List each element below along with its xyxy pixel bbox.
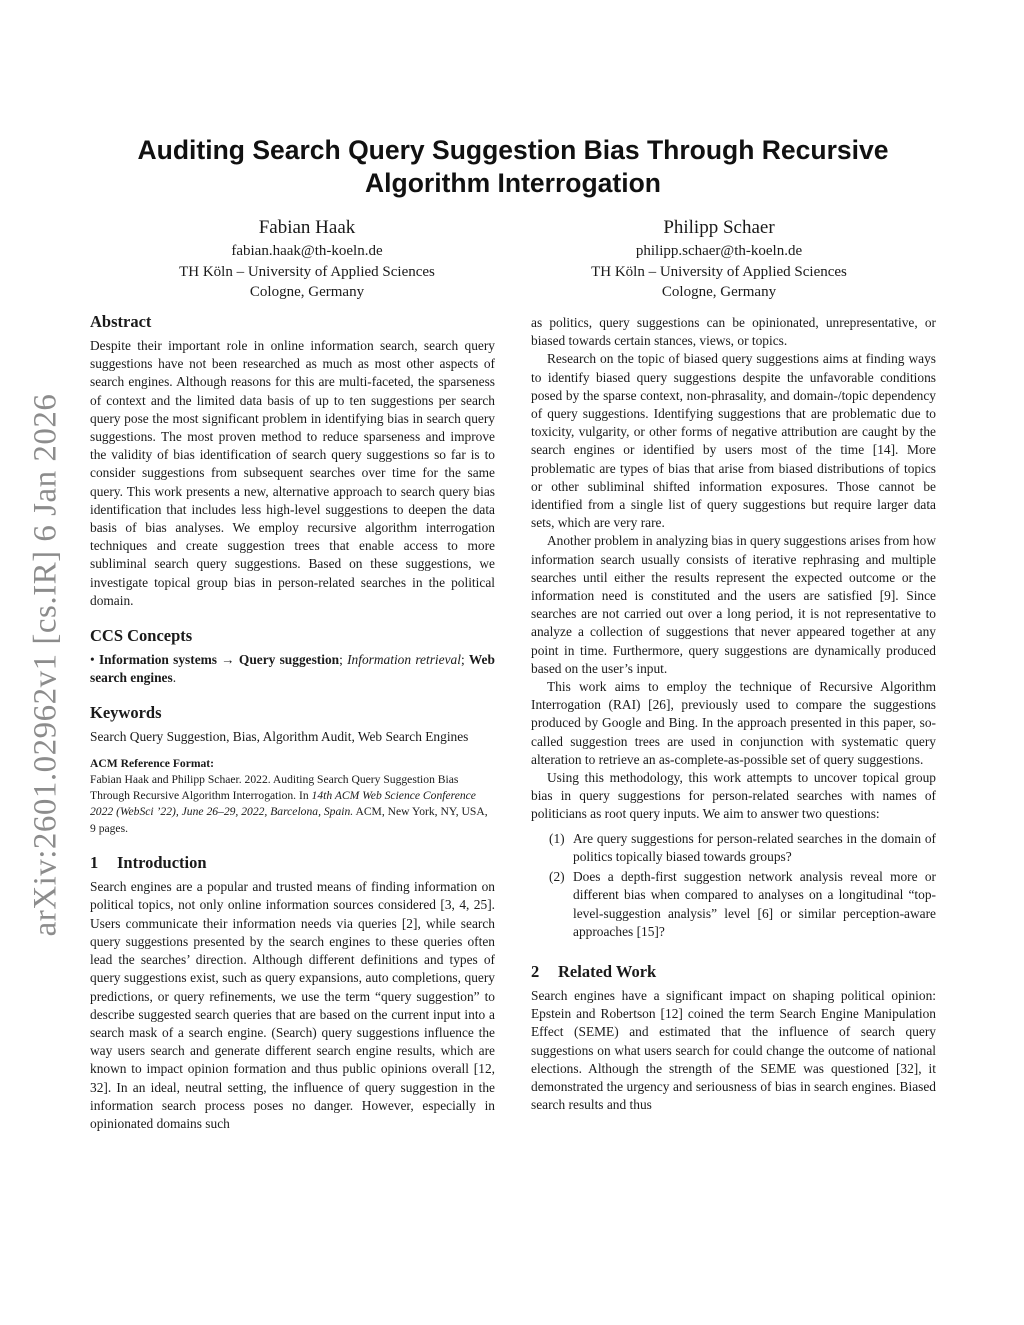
section-title: Related Work <box>558 961 657 981</box>
ccs-arrow: → <box>217 652 239 668</box>
paper-title <box>90 134 936 200</box>
ccs-separator: ; <box>339 652 348 668</box>
title-line-1: Auditing Search Query Suggestion Bias Through Recursive <box>137 135 889 165</box>
question-text: Are query suggestions for person-related searches in the domain of politics topically biased towards groups? <box>573 830 936 864</box>
question-text: Does a depth-first suggestion network analysis reveal more or different bias when compared to analyses on a longitudinal “top-level-suggestion analysis” level [6] or similar perception-aware approaches [15]? <box>573 869 936 939</box>
section-number: 2 <box>531 961 540 981</box>
acm-reference-part: Fabian Haak and Philipp Schaer. 2022. Auditing Search Query Suggestion Bias Through Recursive Algorithm Interrogation. In <box>90 772 459 803</box>
intro-paragraph-1: Search engines are a popular and trusted means of finding information on political topics, not only online information sources considered [3, 4, 25]. Users communicate their information needs via queries [2], while search query suggestions presented by the search engines to these queries often lead the searches’ direction. Although different definitions and types of query suggestions exist, such as query expansions, auto completions, query predictions, or query refinements, we use the term “query suggestion” to describe suggested search queries that are based on the current input into a search mask of a search engine. (Search) query suggestions influence the way users search and generate different search engine results, which are known to impact opinion formation and thus public opinions overall [12, 32]. In an ideal, neutral setting, the influence of query suggestion in the information search process poses no danger. However, especially in opinionated domains such <box>90 879 495 1131</box>
related-work-section <box>531 961 936 1114</box>
intro-paragraph-1-continued: as politics, query suggestions can be opinionated, unrepresentative, or biased towards certain stances, views, or topics. <box>531 315 936 349</box>
author-block-1 <box>97 215 517 303</box>
research-questions <box>531 830 936 941</box>
keywords-text: Search Query Suggestion, Bias, Algorithm Audit, Web Search Engines <box>90 729 469 745</box>
author-name: Fabian Haak <box>258 217 356 238</box>
acm-reference-heading: ACM Reference Format: <box>90 756 215 770</box>
left-column <box>90 311 495 1133</box>
ccs-heading: CCS Concepts <box>90 626 193 646</box>
abstract-text: Despite their important role in online information search, search query suggestions have not been researched as much as most other aspects of search engines. Although reasons for this are multi-faceted, the sparseness of context and the limited data basis of up to ten suggestions per search query pose the most significant problem in identifying bias in search query suggestions. The most proven method to reduce sparseness and improve the validity of bias identification of search query suggestions so far is to consider suggestions from subsequent searches over time for the same query. This work presents a new, alternative approach to search query bias identification that includes less high-level suggestions to deepen the data basis of bias analyses. We employ recursive algorithm interrogation techniques and create suggestion trees that enable access to more subliminal search query suggestions. Based on these suggestions, we investigate topical group bias in person-related searches in the political domain. <box>90 338 495 608</box>
question-number: (1) <box>549 830 565 846</box>
introduction-heading <box>90 852 495 874</box>
author-block-2 <box>509 215 929 303</box>
research-question <box>531 830 936 866</box>
author-email: philipp.schaer@th-koeln.de <box>635 243 803 259</box>
related-work-heading <box>531 961 936 983</box>
ccs-item <box>90 651 495 687</box>
acm-reference-venue: 14th ACM Web Science Conference 2022 (WebSci ’22), June 26–29, 2022, Barcelona, Spain. <box>90 789 476 819</box>
section-title: Introduction <box>117 853 207 873</box>
keywords-section <box>90 702 495 746</box>
section-number: 1 <box>90 853 99 873</box>
author-affiliation: TH Köln – University of Applied Sciences <box>591 263 847 280</box>
introduction-section <box>90 852 495 1133</box>
ccs-concept-query-suggestion: Query suggestion <box>238 652 340 668</box>
ccs-list <box>90 651 495 687</box>
right-column <box>531 314 936 1114</box>
intro-paragraph-5: Using this methodology, this work attempts to uncover topical group bias in query suggestions for person-related searches with names of politicians as root query inputs. We aim to answer two questions: <box>531 770 936 822</box>
abstract-heading: Abstract <box>90 312 152 331</box>
author-location: Cologne, Germany <box>249 284 365 300</box>
author-email: fabian.haak@th-koeln.de <box>231 243 383 259</box>
ccs-concept-web-search: Web search engines <box>90 652 495 686</box>
acm-reference-part: ACM, New York, NY, USA, 9 pages. <box>90 805 488 835</box>
arxiv-identifier: arXiv:2601.02962v1 [cs.IR] 6 Jan 2026 <box>27 393 64 937</box>
research-question <box>531 868 936 941</box>
question-number: (2) <box>549 869 565 885</box>
keywords-heading: Keywords <box>90 703 162 723</box>
acm-reference <box>90 756 495 838</box>
intro-paragraph-2: Research on the topic of biased query suggestions aims at finding ways to identify biased query suggestions despite the unfavorable conditions posed by the sparse context, non-phrasality, and domain-/topic dependency of query suggestions. Identifying suggestions that are problematic due to toxicity, vulgarity, or other forms of negative attribution are caught by the search engines or identified by users most of the time [14]. More problematic are types of bias that arise from biased distributions of topics or other subliminal shifted information exposures. Those cannot be identified from a single list of query suggestions but require larger data sets, which are very rare. <box>531 351 936 531</box>
author-affiliation: TH Köln – University of Applied Sciences <box>179 263 435 280</box>
ccs-separator: ; <box>460 652 469 668</box>
ccs-concept-info-systems: Information systems <box>98 652 218 668</box>
intro-paragraph-4: This work aims to employ the technique of Recursive Algorithm Interrogation (RAI) [26], previously used to compare the suggestions produced by Google and Bing. In the approach presented in this paper, so-called suggestion trees are used in conjunction with systematic query alteration to retrieve an as-complete-as-possible set of query suggestions. <box>531 679 936 767</box>
abstract-section <box>90 311 495 610</box>
ccs-bullet: • <box>90 652 95 668</box>
acm-reference-text <box>90 772 495 838</box>
author-location: Cologne, Germany <box>661 284 777 300</box>
related-paragraph-1: Search engines have a significant impact on shaping political opinion: Epstein and Robertson [12] coined the term Search Engine Manipulation Effect (SEME) and estimated that the influence of search query suggestions on what users search for could change the outcome of national elections. Although the strength of the SEME was questioned [32], it demonstrated the urgency and seriousness of bias in search engines. Biased search results and thus <box>531 987 936 1113</box>
arxiv-margin-stamp <box>14 375 78 955</box>
ccs-end: . <box>172 670 177 686</box>
ccs-section <box>90 625 495 687</box>
intro-paragraph-3: Another problem in analyzing bias in query suggestions arises from how information search usually consists of iterative rephrasing and multiple searches until either the results represent the expected outcome or the information need is constituted and the users are satisfied [9]. Since searches are not carried out over a long period, it is not representative to analyze a collection of suggestions that never appeared together at any point in time. Furthermore, query suggestions are dynamically produced based on the user’s input. <box>531 533 936 676</box>
ccs-concept-ir: Information retrieval <box>347 652 461 668</box>
title-line-2: Algorithm Interrogation <box>365 168 661 198</box>
author-name: Philipp Schaer <box>663 217 775 238</box>
